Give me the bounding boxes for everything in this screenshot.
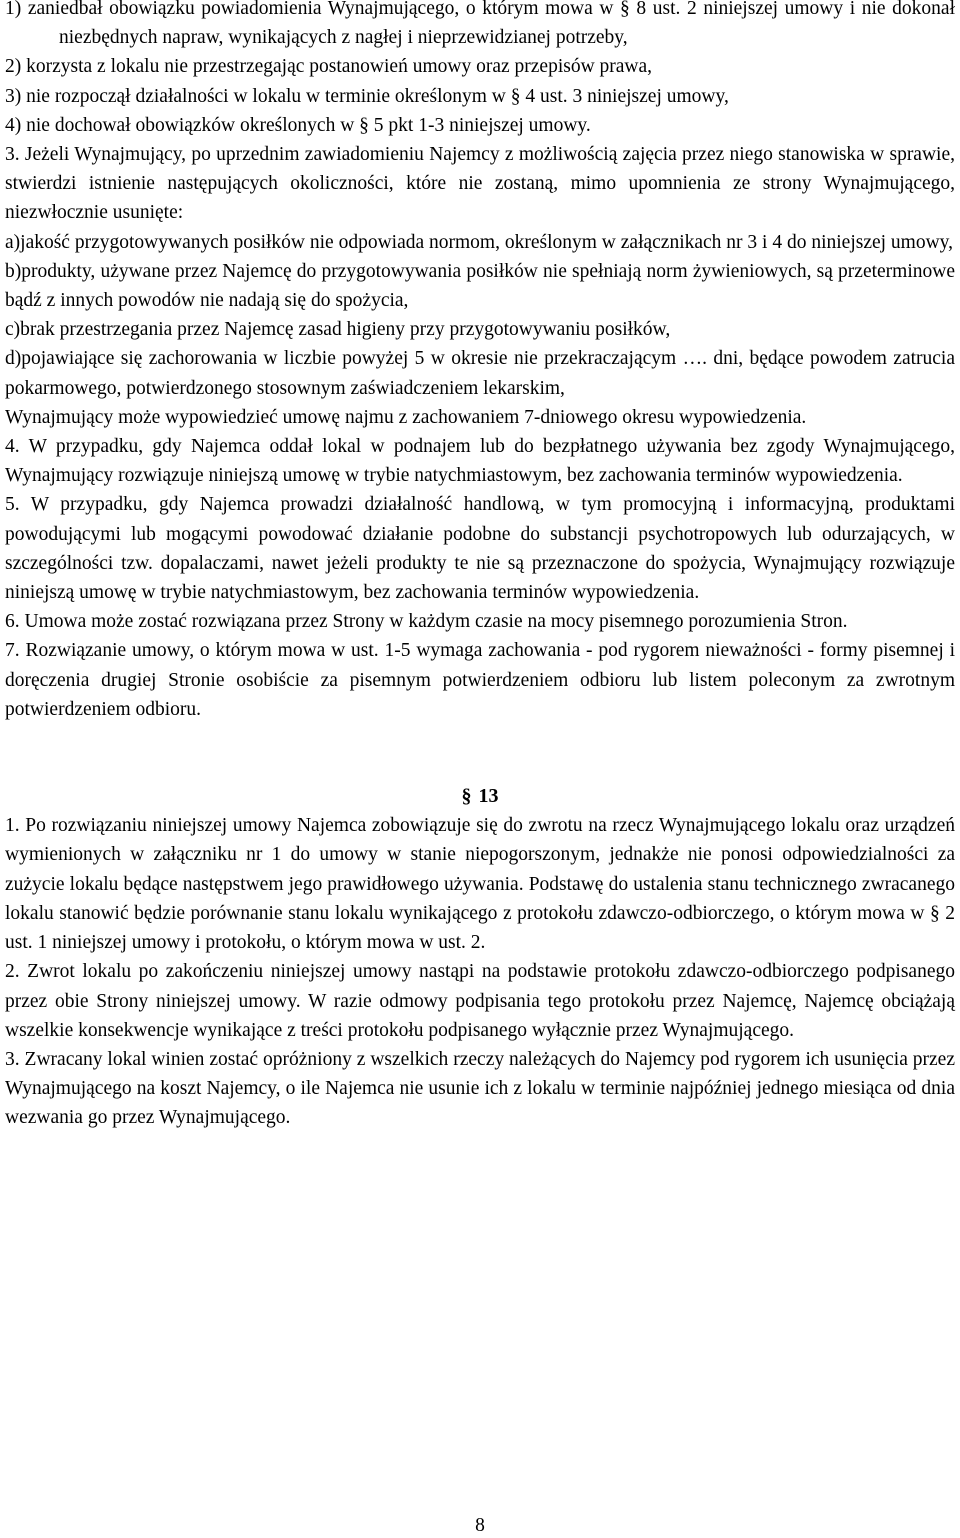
section13-paragraph-1: 1. Po rozwiązaniu niniejszej umowy Najemca zobowiązuje się do zwrotu na rzecz Wynajmującego lokalu oraz urządzeń wymienionych w załączniku nr 1 do umowy w stanie niepogorszonym, jednakże nie ponosi odpowiedzialności za zużycie lokalu będące następstwem jego prawidłowego używania. Podstawę do ustalenia stanu technicznego zwracanego lokalu stanowić będzie porównanie stanu lokalu wynikającego z protokołu zdawczo-odbiorczego, o którym mowa w § 2 ust. 1 niniejszej umowy i protokołu, o którym mowa w ust. 2.: [5, 815, 955, 954]
section-symbol: §: [461, 785, 472, 808]
paragraph-3-outro: Wynajmujący może wypowiedzieć umowę najmu z zachowaniem 7-dniowego okresu wypowiedzenia.: [5, 406, 807, 428]
paragraph-3-item-a: a)jakość przygotowywanych posiłków nie odpowiada normom, określonym w załącznikach nr 3 i 4 do niniejszej umowy,: [5, 231, 954, 253]
section-heading: [5, 724, 955, 811]
paragraph-3-item-d: d)pojawiające się zachorowania w liczbie powyżej 5 w okresie nie przekraczającym …. dni, będące powodem zatrucia pokarmowego, potwierdzonego stosownym zaświadczeniem lekarskim,: [5, 348, 955, 399]
list-item-2: 2) korzysta z lokalu nie przestrzegając postanowień umowy oraz przepisów prawa,: [5, 56, 653, 78]
list-item-3: 3) nie rozpoczął działalności w lokalu w terminie określonym w § 4 ust. 3 niniejszej umowy,: [5, 85, 729, 107]
paragraph-7: 7. Rozwiązanie umowy, o którym mowa w ust. 1-5 wymaga zachowania - pod rygorem nieważności - formy pisemnej i doręczenia drugiej Stronie osobiście za pisemnym potwierdzeniem odbioru lub listem poleconym za zwrotnym potwierdzeniem odbioru.: [5, 640, 955, 720]
list-item-1: 1) zaniedbał obowiązku powiadomienia Wynajmującego, o którym mowa w § 8 ust. 2 niniejszej umowy i nie dokonał niezbędnych napraw, wynikających z nagłej i nieprzewidzianej potrzeby,: [5, 0, 955, 49]
list-item-4: 4) nie dochował obowiązków określonych w § 5 pkt 1-3 niniejszej umowy.: [5, 114, 591, 136]
document-page: [5, 0, 955, 1133]
section-number: 13: [478, 785, 499, 808]
section13-paragraph-3: 3. Zwracany lokal winien zostać opróżniony z wszelkich rzeczy należących do Najemcy pod rygorem ich usunięcia przez Wynajmującego na koszt Najemcy, o ile Najemca nie usunie ich z lokalu w terminie najpóźniej jednego miesiąca od dnia wezwania go przez Wynajmującego.: [5, 1048, 955, 1129]
page-number: 8: [475, 1515, 485, 1536]
section13-paragraph-2: 2. Zwrot lokalu po zakończeniu niniejszej umowy nastąpi na podstawie protokołu zdawczo-odbiorczego podpisanego przez obie Strony niniejszej umowy. W razie odmowy podpisania tego protokołu przez Najemcę, Najemcę obciążają wszelkie konsekwencje wynikające z treści protokołu podpisanego wyłącznie przez Wynajmującego.: [5, 961, 955, 1041]
paragraph-6: 6. Umowa może zostać rozwiązana przez Strony w każdym czasie na mocy pisemnego porozumienia Stron.: [5, 611, 848, 633]
paragraph-5: 5. W przypadku, gdy Najemca prowadzi działalność handlową, w tym promocyjną i informacyjną, produktami powodującymi lub mogącymi powodować działanie podobne do substancji psychotropowych lub odurzających, w szczególności tzw. dopalaczami, nawet jeżeli produkty te nie są przeznaczone do spożycia, Wynajmujący rozwiązuje niniejszą umowę w trybie natychmiastowym, bez zachowania terminów wypowiedzenia.: [5, 494, 955, 604]
paragraph-3-intro: 3. Jeżeli Wynajmujący, po uprzednim zawiadomieniu Najemcy z możliwością zajęcia przez niego stanowiska w sprawie, stwierdzi istnienie następujących okoliczności, które nie zostaną, mimo upomnienia ze strony Wynajmującego, niezwłocznie usunięte:: [5, 144, 955, 224]
paragraph-4: 4. W przypadku, gdy Najemca oddał lokal w podnajem lub do bezpłatnego używania bez zgody Wynajmującego, Wynajmujący rozwiązuje niniejszą umowę w trybie natychmiastowym, bez zachowania terminów wypowiedzenia.: [5, 436, 955, 487]
paragraph-3-item-b: b)produkty, używane przez Najemcę do przygotowywania posiłków nie spełniają norm żywieniowych, są przeterminowe bądź z innych powodów nie nadają się do spożycia,: [5, 260, 955, 312]
paragraph-3-item-c: c)brak przestrzegania przez Najemcę zasad higieny przy przygotowywaniu posiłków,: [5, 319, 671, 341]
